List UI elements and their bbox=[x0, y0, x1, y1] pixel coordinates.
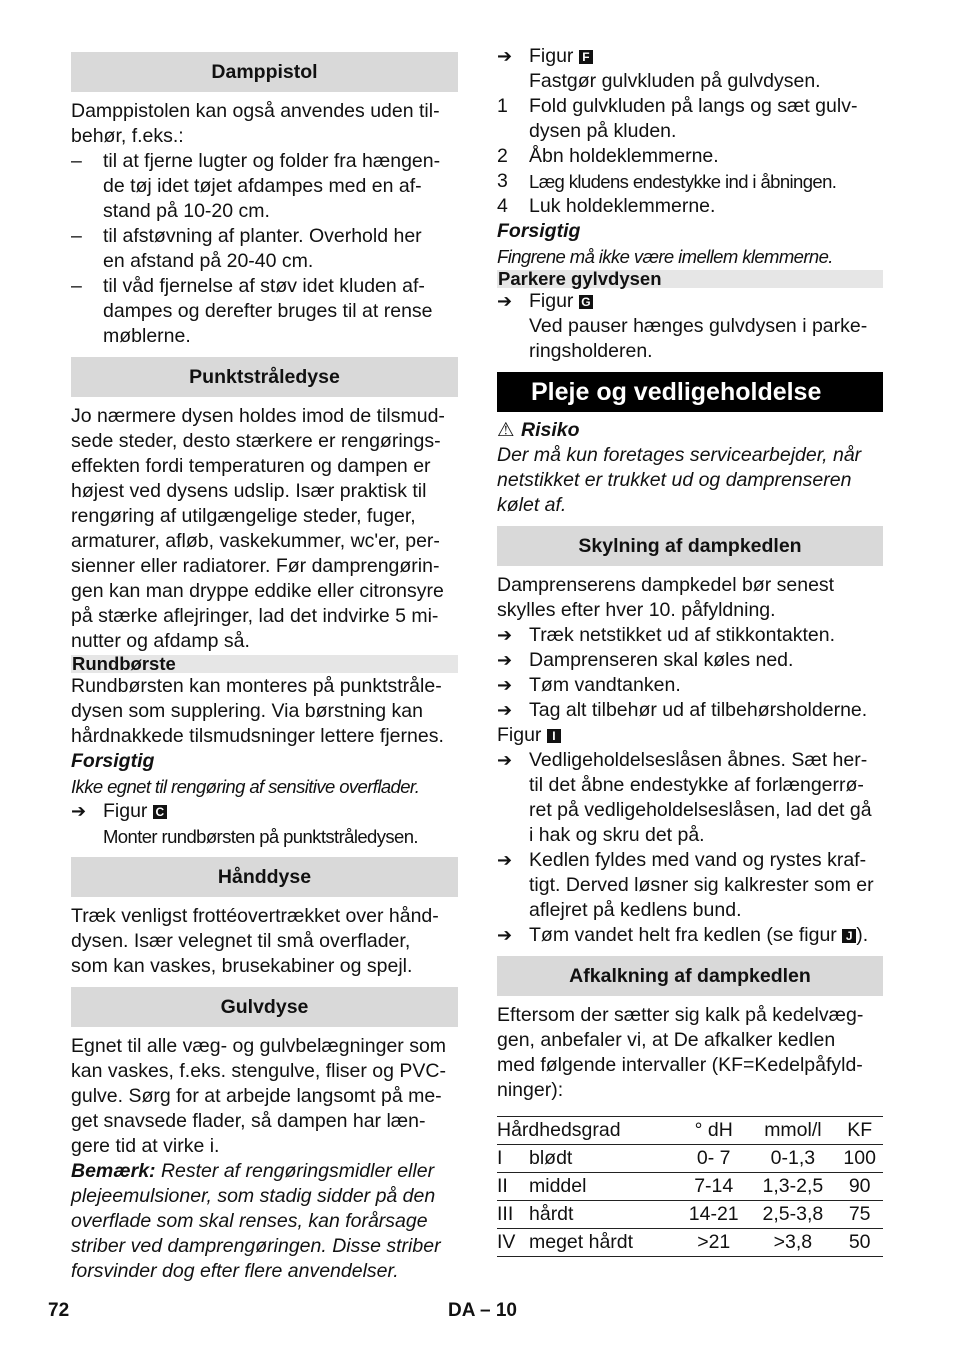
table-cell: 50 bbox=[836, 1229, 883, 1257]
arrow-icon: ➔ bbox=[497, 850, 513, 870]
table-cell: blødt bbox=[529, 1145, 678, 1173]
table-cell: 75 bbox=[836, 1201, 883, 1229]
step-text: Monter rundbørsten på punktstråledysen. bbox=[103, 826, 418, 847]
note: Bemærk: Rester af rengøringsmidler eller plejeemulsioner, som stadig sidder på den overflade som skal renses, kan forårsage striber ved damprengøringen. Disse striber forsvinder dog efter flere anvendelser. bbox=[71, 1160, 441, 1282]
table-row bbox=[497, 1201, 883, 1229]
table-cell: 100 bbox=[836, 1145, 883, 1173]
heading-punktstraaledyse: Punktstråledyse bbox=[71, 357, 458, 397]
subheading-rundboerste: Rundbørste bbox=[71, 655, 458, 673]
table-cell: III bbox=[497, 1201, 529, 1229]
warning-icon: ⚠ bbox=[497, 419, 515, 441]
step-text: Ved pauser hænges gulvdysen i parke- ringsholderen. bbox=[529, 315, 868, 362]
table-cell: 14-21 bbox=[678, 1201, 749, 1229]
caution-label: Forsigtig bbox=[71, 750, 155, 772]
table-cell: 2,5-3,8 bbox=[749, 1201, 836, 1229]
arrow-icon: ➔ bbox=[497, 675, 513, 695]
hardness-table bbox=[497, 1116, 883, 1257]
table-cell: >3,8 bbox=[749, 1229, 836, 1257]
arrow-icon: ➔ bbox=[497, 750, 513, 770]
subheading-parkere: Parkere gylvdysen bbox=[497, 270, 883, 288]
heading-handdyse: Hånddyse bbox=[71, 857, 458, 897]
table-header: KF bbox=[836, 1117, 883, 1145]
table-row bbox=[497, 1229, 883, 1257]
figure-marker: F bbox=[579, 50, 593, 64]
table-cell: >21 bbox=[678, 1229, 749, 1257]
table-cell: 1,3-2,5 bbox=[749, 1173, 836, 1201]
chapter-heading: Pleje og vedligeholdelse bbox=[497, 372, 883, 412]
arrow-icon: ➔ bbox=[497, 46, 513, 66]
numbered-step: 3 Læg kludens endestykke ind i åbningen. bbox=[497, 170, 837, 192]
table-cell: II bbox=[497, 1173, 529, 1201]
arrow-icon: ➔ bbox=[497, 625, 513, 645]
step: ➔ Tøm vandtanken. bbox=[497, 674, 681, 696]
heading-damppistol: Damppistol bbox=[71, 52, 458, 92]
table-header: mmol/l bbox=[749, 1117, 836, 1145]
risk-text: Der må kun foretages servicearbejder, når netstikket er trukket ud og damprenseren kølet af. bbox=[497, 444, 862, 516]
figure-marker: C bbox=[153, 805, 167, 819]
step: ➔ Figur C bbox=[71, 799, 458, 824]
step: ➔ Kedlen fyldes med vand og rystes kraf- tigt. Derved løsner sig kalkrester som er aflejret på kedlens bund. bbox=[497, 849, 874, 921]
numbered-step: 4 Luk holdeklemmerne. bbox=[497, 195, 716, 217]
table-header: Hårdhedsgrad bbox=[497, 1117, 678, 1145]
numbered-step: 1 Fold gulvkluden på langs og sæt gulv- dysen på kluden. bbox=[497, 95, 858, 142]
figure-marker: G bbox=[579, 295, 593, 309]
figure-reference: Figur I bbox=[497, 723, 883, 748]
page-number: 72 bbox=[48, 1300, 70, 1321]
table-cell: 0-1,3 bbox=[749, 1145, 836, 1173]
arrow-icon: ➔ bbox=[497, 291, 513, 311]
arrow-icon: ➔ bbox=[497, 925, 513, 945]
table-cell: meget hårdt bbox=[529, 1229, 678, 1257]
list-item: – til våd fjernelse af støv idet kluden af- dampes og derefter bruges til at rense møblerne. bbox=[71, 275, 433, 347]
caution-label: Forsigtig bbox=[497, 220, 581, 242]
paragraph: Damprenserens dampkedel bør senest skylles efter hver 10. påfyldning. bbox=[497, 574, 835, 621]
arrow-icon: ➔ bbox=[497, 650, 513, 670]
table-cell: IV bbox=[497, 1229, 529, 1257]
table-header: ° dH bbox=[678, 1117, 749, 1145]
figure-marker: I bbox=[547, 729, 561, 743]
paragraph: Egnet til alle væg- og gulvbelægninger som kan vaskes, f.eks. stengulve, fliser og PVC- gulve. Sørg for at arbejde langsomt på me- get snavsede flader, så dampen har læn- gere tid at virke i. bbox=[71, 1035, 447, 1157]
step: ➔ Figur F bbox=[497, 44, 883, 69]
right-column bbox=[497, 44, 883, 1257]
paragraph: Damppistolen kan også anvendes uden til- behør, f.eks.: bbox=[71, 100, 440, 147]
numbered-step: 2 Åbn holdeklemmerne. bbox=[497, 145, 719, 167]
step: ➔ Vedligeholdelseslåsen åbnes. Sæt her- til det åbne endestykke af forlængerrø- ret på vedligeholdelseslåsen, lad det gå i hak og skru det på. bbox=[497, 749, 872, 846]
paragraph: Eftersom der sætter sig kalk på kedelvæg- gen, anbefaler vi, at De afkalker kedlen med følgende intervaller (KF=Kedelpåfyld- ninger): bbox=[497, 1004, 864, 1101]
page-label: DA – 10 bbox=[448, 1300, 517, 1321]
heading-skylning: Skylning af dampkedlen bbox=[497, 526, 883, 566]
step: ➔ Tøm vandet helt fra kedlen (se figur J ). bbox=[497, 924, 869, 946]
table-cell: 90 bbox=[836, 1173, 883, 1201]
heading-afkalkning: Afkalkning af dampkedlen bbox=[497, 956, 883, 996]
step: ➔ Damprenseren skal køles ned. bbox=[497, 649, 794, 671]
caution-text: Ikke egnet til rengøring af sensitive overflader. bbox=[71, 776, 420, 797]
caution-text: Fingrene må ikke være imellem klemmerne. bbox=[497, 246, 833, 267]
figure-marker: J bbox=[842, 929, 856, 943]
table-cell: hårdt bbox=[529, 1201, 678, 1229]
table-row bbox=[497, 1145, 883, 1173]
left-column bbox=[71, 44, 458, 1284]
table-header-row bbox=[497, 1117, 883, 1145]
paragraph: Jo nærmere dysen holdes imod de tilsmud- sede steder, desto stærkere er rengørings- effekten fordi temperaturen og dampen er højest ved dysens udslip. Især praktisk til rengøring af utilgængelige steder, fuger, armaturer, afløb, vaskekummer, wc'er, per- sienner eller radiatorer. Før damprengørin- gen kan man dryppe eddike eller citronsyre på stærke aflejringer, lad det indvirke 5 mi- nutter og afdamp så. bbox=[71, 405, 445, 652]
table-row bbox=[497, 1173, 883, 1201]
table-cell: I bbox=[497, 1145, 529, 1173]
paragraph: Rundbørsten kan monteres på punktstråle- dysen som supplering. Via børstning kan hårdnakkede tilsmudsninger lettere fjernes. bbox=[71, 675, 444, 747]
table-cell: 7-14 bbox=[678, 1173, 749, 1201]
table-cell: 0- 7 bbox=[678, 1145, 749, 1173]
step: ➔ Figur G bbox=[497, 289, 883, 314]
table-cell: middel bbox=[529, 1173, 678, 1201]
heading-gulvdyse: Gulvdyse bbox=[71, 987, 458, 1027]
step: ➔ Træk netstikket ud af stikkontakten. bbox=[497, 624, 835, 646]
step-text: Fastgør gulvkluden på gulvdysen. bbox=[529, 70, 821, 92]
arrow-icon: ➔ bbox=[497, 700, 513, 720]
arrow-icon: ➔ bbox=[71, 801, 87, 821]
risk-label: ⚠ Risiko bbox=[497, 419, 580, 441]
step: ➔ Tag alt tilbehør ud af tilbehørsholderne. bbox=[497, 699, 868, 721]
list-item: – til afstøvning af planter. Overhold her en afstand på 20-40 cm. bbox=[71, 225, 422, 272]
list-item: – til at fjerne lugter og folder fra hængen- de tøj idet tøjet afdampes med en af- stand på 10-20 cm. bbox=[71, 150, 441, 222]
paragraph: Træk venligst frottéovertrækket over hånd- dysen. Især velegnet til små overflader, som kan vaskes, brusekabiner og spejl. bbox=[71, 905, 439, 977]
